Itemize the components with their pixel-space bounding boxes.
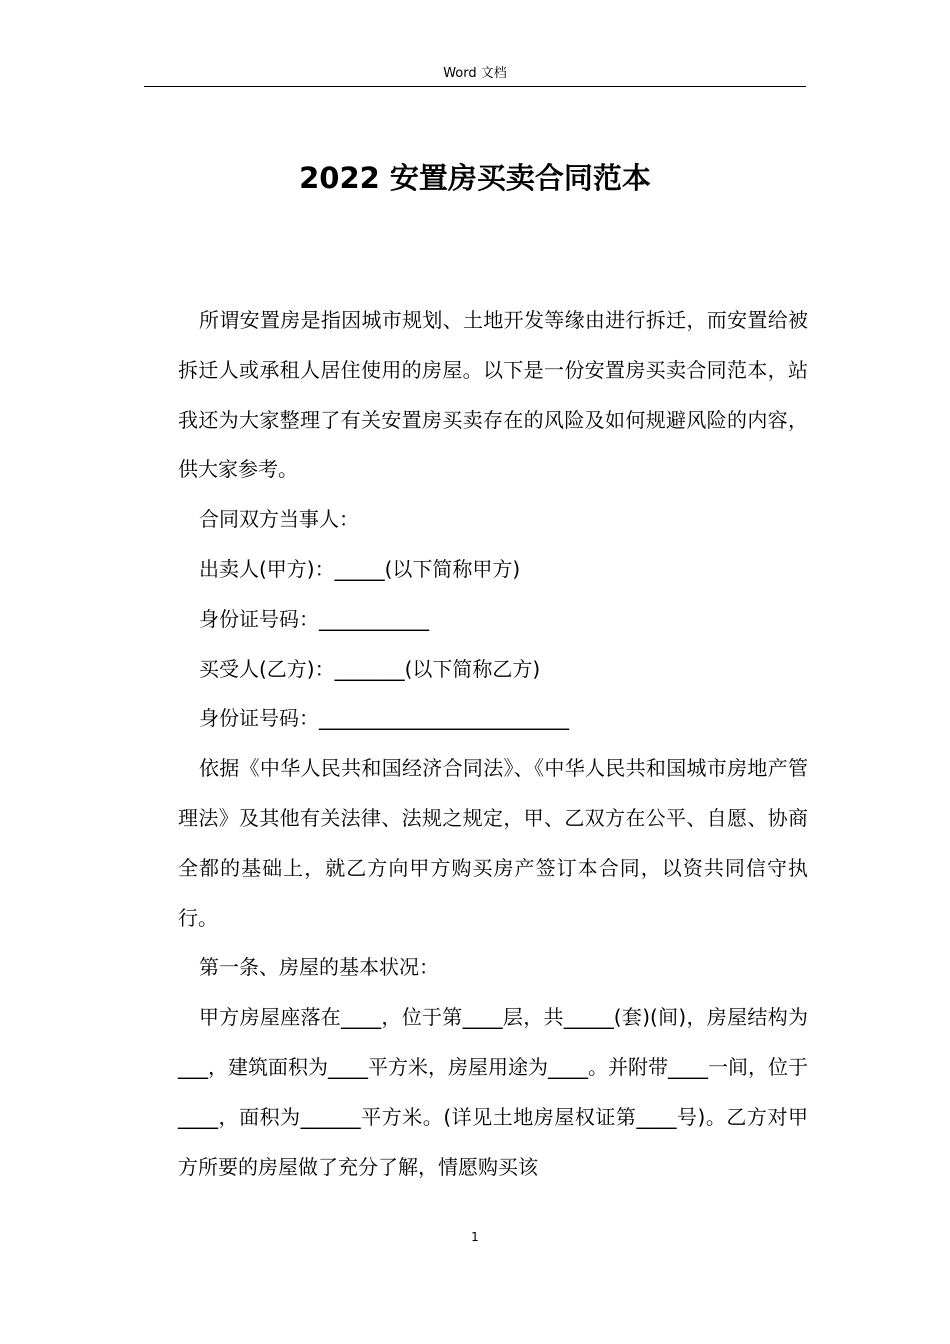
header-divider <box>144 86 806 87</box>
paragraph-parties-heading: 合同双方当事人： <box>199 507 359 532</box>
paragraph-buyer-id: 身份证号码：_________________________ <box>199 706 569 731</box>
paragraph-article-1-heading: 第一条、房屋的基本状况： <box>199 955 439 980</box>
paragraph-intro: 所谓安置房是指因城市规划、土地开发等缘由进行拆迁，而安置给被拆迁人或承租人居住使用的房屋。以下是一份安置房买卖合同范本，站我还为大家整理了有关安置房买卖存在的风险及如何规避风险的内容，供大家参考。 <box>178 308 808 482</box>
paragraph-legal-basis: 依据《中华人民共和国经济合同法》、《中华人民共和国城市房地产管理法》及其他有关法律、法规之规定，甲、乙双方在公平、自愿、协商全都的基础上，就乙方向甲方购买房产签订本合同，以资共同信守执行。 <box>178 756 808 930</box>
paragraph-seller: 出卖人(甲方)：_____(以下简称甲方) <box>199 556 521 581</box>
paragraph-buyer: 买受人(乙方)：_______(以下简称乙方) <box>199 656 541 681</box>
header-label: Word 文档 <box>443 66 507 81</box>
paragraph-seller-id: 身份证号码：___________ <box>199 606 429 631</box>
page-number: 1 <box>471 1230 479 1244</box>
paragraph-article-1-body: 甲方房屋座落在____，位于第____层，共_____(套)(间)，房屋结构为___，建筑面积为____平方米，房屋用途为____。并附带____一间，位于____，面积为______平方米。(详见土地房屋权证第____号)。乙方对甲方所要的房屋做了充分了解，情愿购买该 <box>178 1005 808 1179</box>
document-body <box>178 296 808 1192</box>
document-title: 2022 安置房买卖合同范本 <box>299 161 651 195</box>
